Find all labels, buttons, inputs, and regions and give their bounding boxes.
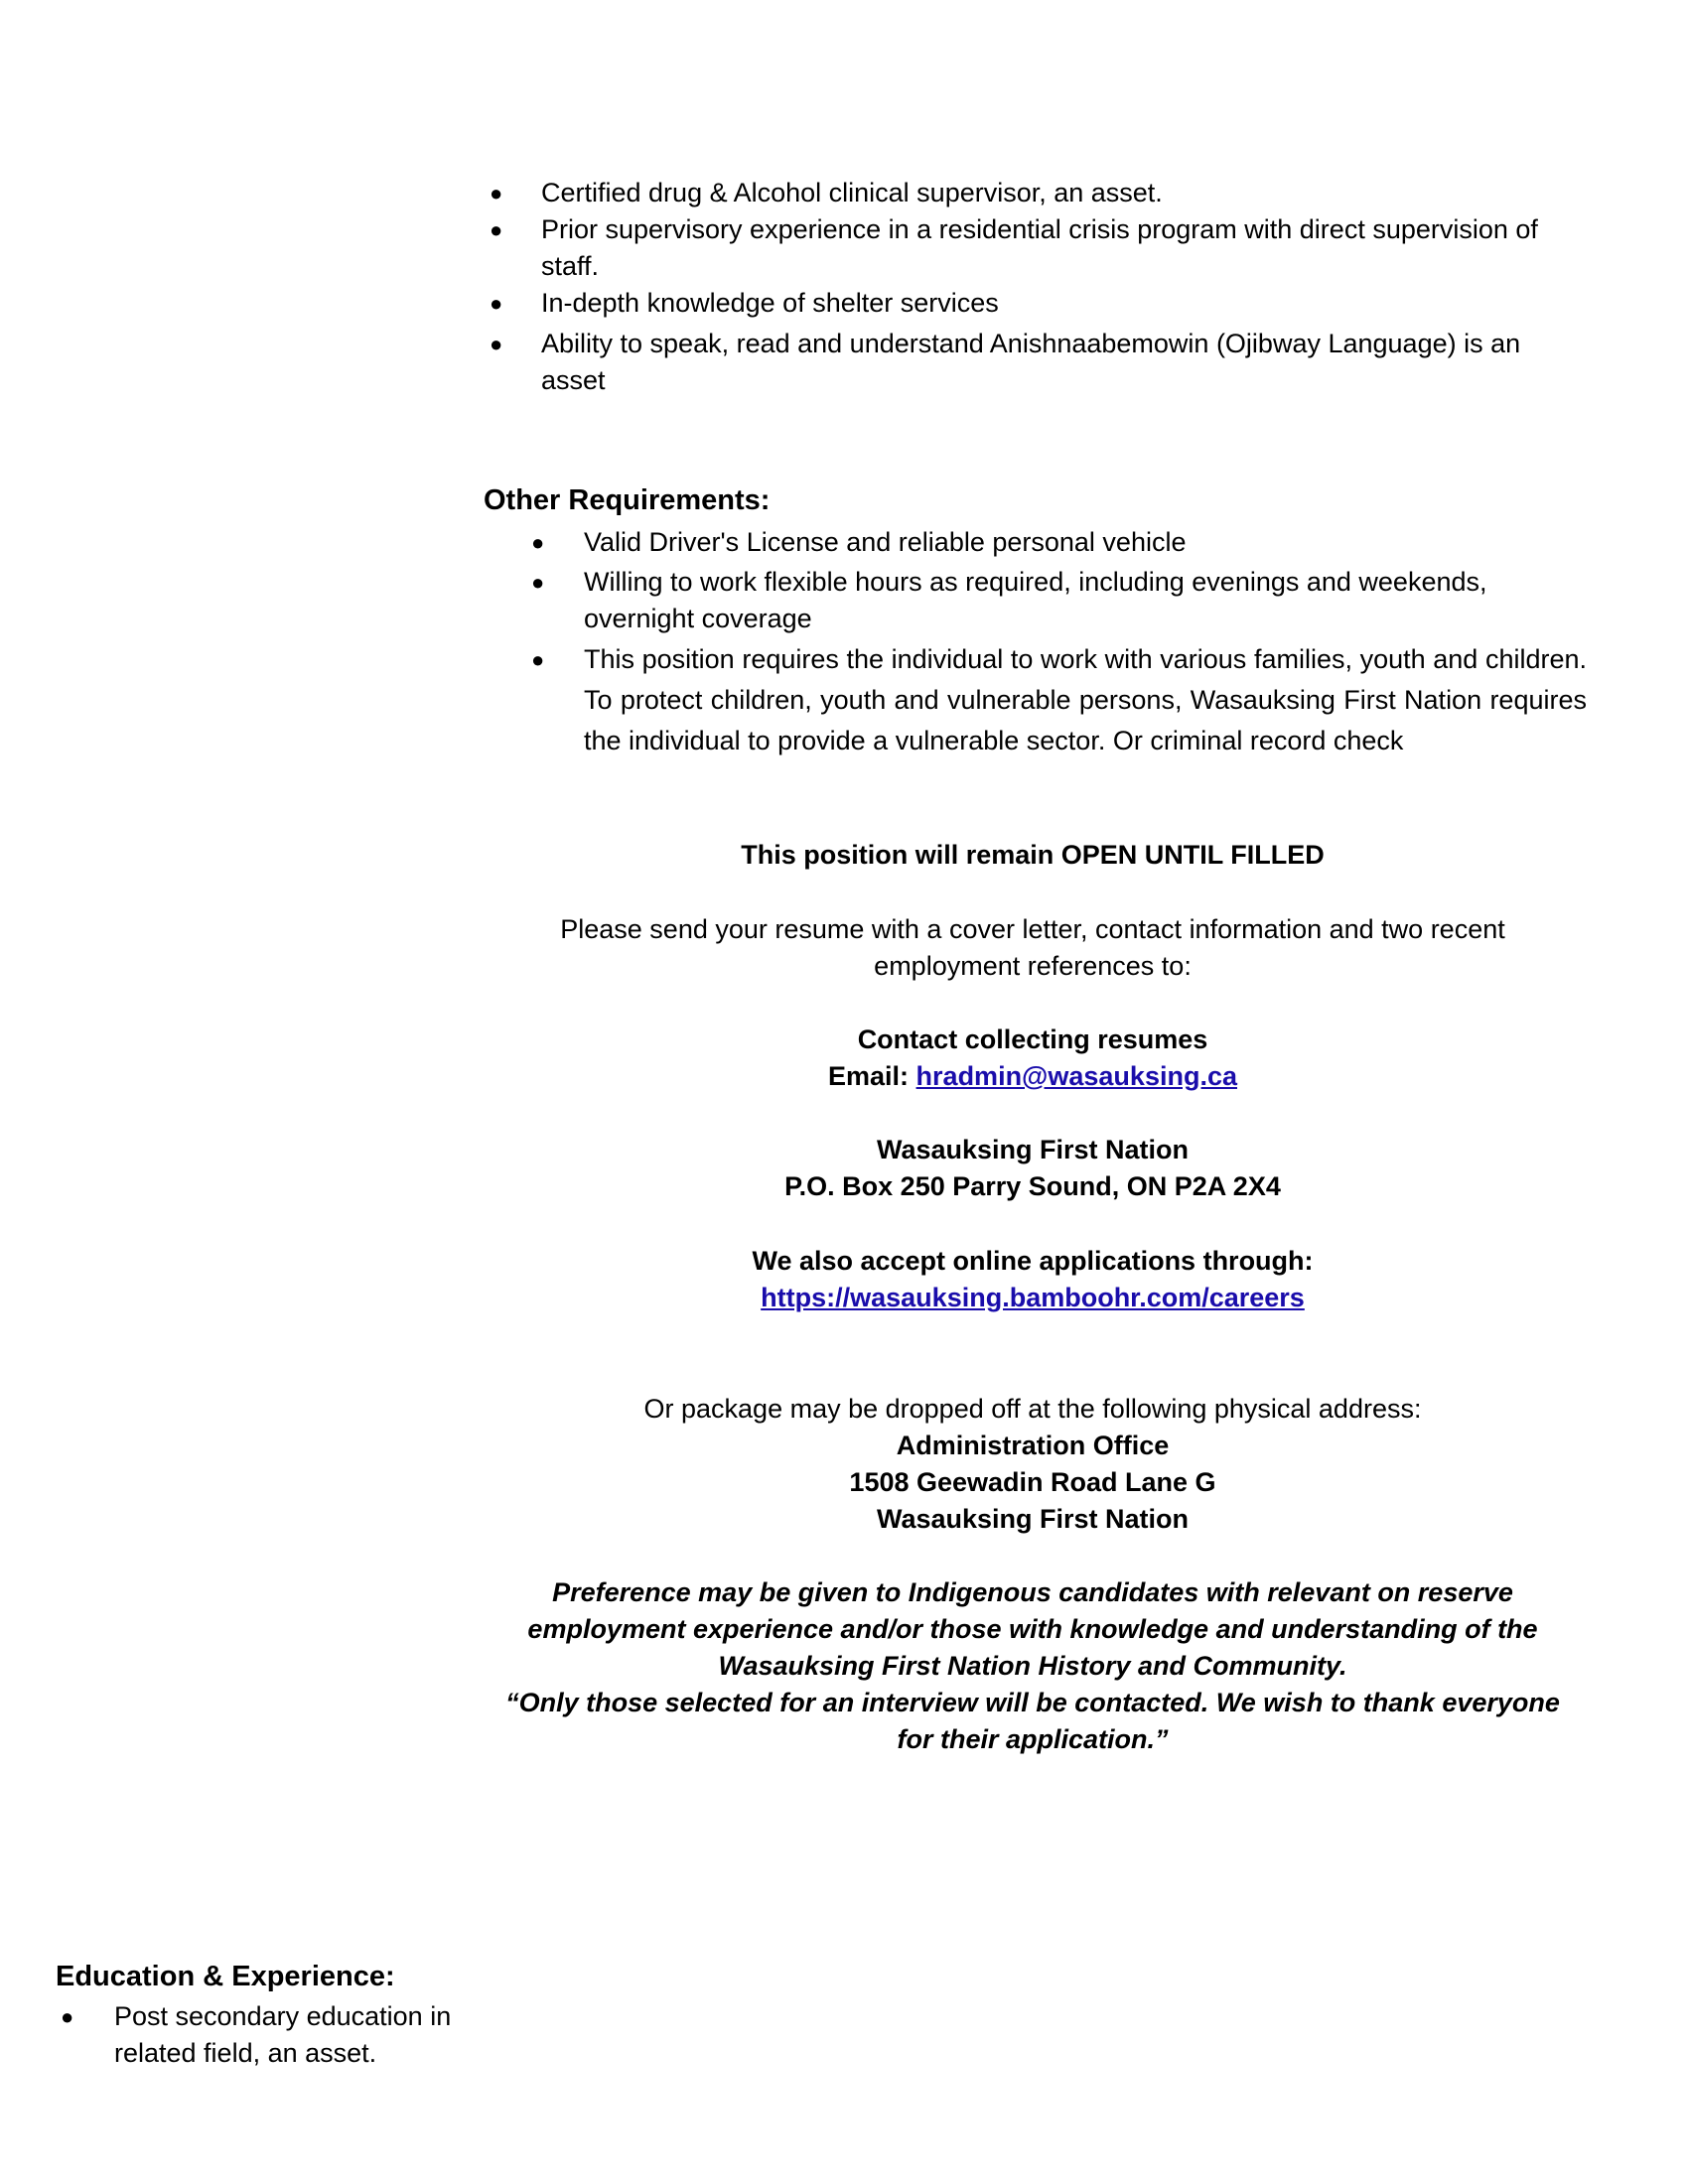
dropoff-street: 1508 Geewadin Road Lane G bbox=[849, 1467, 1216, 1497]
qualifications-list bbox=[487, 175, 1569, 399]
online-applications-label: We also accept online applications through: bbox=[752, 1246, 1314, 1276]
contact-title: Contact collecting resumes bbox=[857, 1024, 1208, 1054]
other-requirements-list bbox=[526, 524, 1587, 761]
open-until-filled-notice: This position will remain OPEN UNTIL FILLED bbox=[741, 840, 1325, 870]
bullet-icon: ● bbox=[490, 291, 503, 316]
careers-link-line bbox=[487, 1280, 1579, 1316]
send-instructions: Please send your resume with a cover letter, contact information and two recent employment references to: bbox=[560, 914, 1505, 981]
bullet-icon: ● bbox=[531, 570, 545, 595]
other-requirements-heading: Other Requirements: bbox=[484, 484, 771, 516]
careers-link[interactable]: https://wasauksing.bamboohr.com/careers bbox=[761, 1283, 1305, 1312]
po-box-address: P.O. Box 250 Parry Sound, ON P2A 2X4 bbox=[784, 1171, 1281, 1201]
list-item: ● Post secondary education in related field, an asset. bbox=[56, 1998, 492, 2072]
list-item: ● Certified drug & Alcohol clinical supervisor, an asset. bbox=[487, 175, 1569, 211]
bullet-icon: ● bbox=[61, 2004, 74, 2029]
list-item: ● In-depth knowledge of shelter services bbox=[487, 285, 1569, 322]
list-item: ● Prior supervisory experience in a residential crisis program with direct supervision of staff. bbox=[487, 211, 1569, 285]
list-item: ● Ability to speak, read and understand Anishnaabemowin (Ojibway Language) is an asset bbox=[487, 326, 1569, 399]
education-heading: Education & Experience: bbox=[56, 1961, 395, 1992]
email-link[interactable]: hradmin@wasauksing.ca bbox=[915, 1061, 1237, 1091]
education-list bbox=[56, 1998, 473, 2072]
email-line bbox=[487, 1058, 1579, 1095]
dropoff-intro: Or package may be dropped off at the following physical address: bbox=[643, 1394, 1422, 1424]
nation-name: Wasauksing First Nation bbox=[876, 1135, 1190, 1164]
closing-note: “Only those selected for an interview will be contacted. We wish to thank everyone for their application.” bbox=[505, 1688, 1560, 1754]
bullet-icon: ● bbox=[490, 332, 503, 356]
preference-note: Preference may be given to Indigenous candidates with relevant on reserve employment experience and/or those with knowledge and understanding of the Wasauksing First Nation History and Community. bbox=[527, 1577, 1538, 1681]
bullet-icon: ● bbox=[531, 530, 545, 555]
bullet-icon: ● bbox=[490, 217, 503, 242]
list-item: ● This position requires the individual to work with various families, youth and children. To protect children, youth and vulnerable persons, Wasauksing First Nation requires the individual to provide a vulnerable sector. Or criminal record check bbox=[526, 639, 1587, 761]
bullet-icon: ● bbox=[531, 647, 545, 672]
email-label: Email: bbox=[828, 1061, 910, 1091]
dropoff-office: Administration Office bbox=[896, 1431, 1170, 1460]
dropoff-nation: Wasauksing First Nation bbox=[876, 1504, 1190, 1534]
bullet-icon: ● bbox=[490, 181, 503, 205]
list-item: ● Willing to work flexible hours as required, including evenings and weekends, overnight coverage bbox=[526, 564, 1587, 637]
list-item: ● Valid Driver's License and reliable personal vehicle bbox=[526, 524, 1587, 561]
